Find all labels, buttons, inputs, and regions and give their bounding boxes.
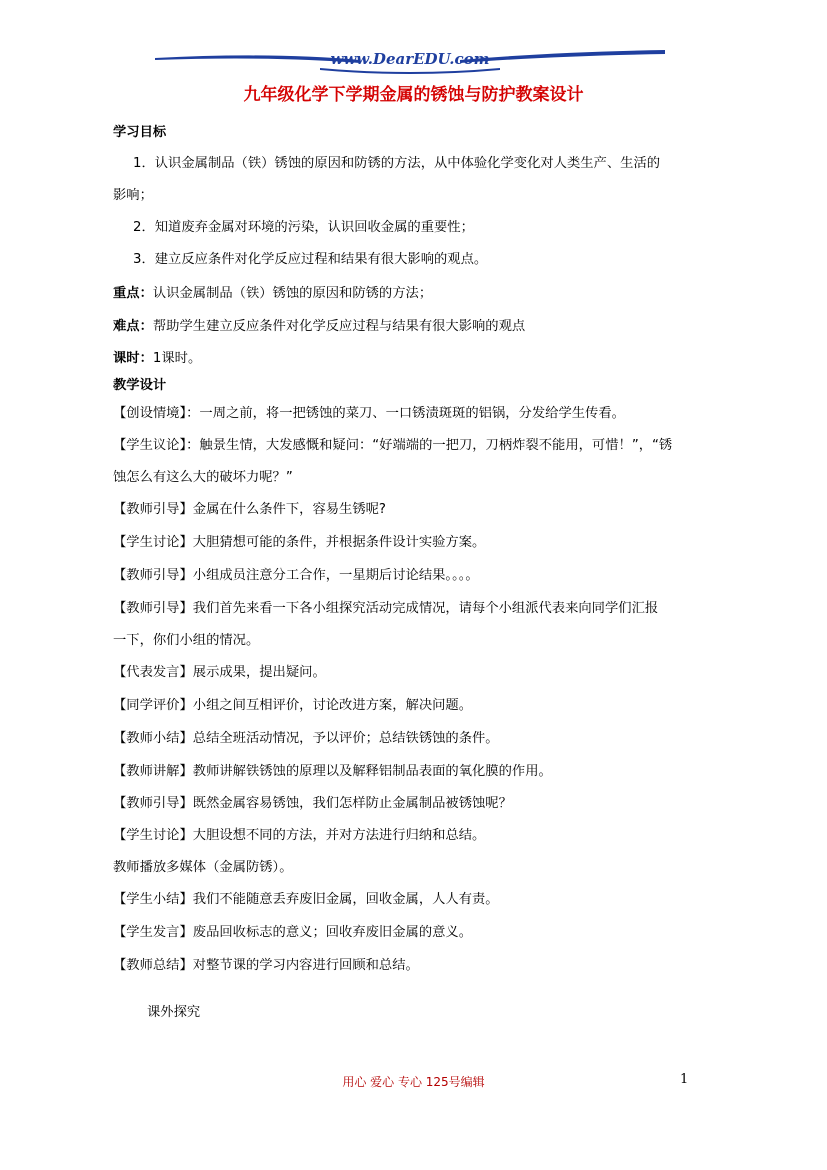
extra-heading: 课外探究 <box>147 1005 201 1020</box>
difficulty-label: 难点： <box>113 319 153 334</box>
design-heading: 教学设计 <box>113 378 167 393</box>
class-period <box>113 347 201 366</box>
step-6-line-1: 【教师引导】我们首先来看一下各小组探究活动完成情况，请每个小组派代表来向同学们汇报 <box>113 601 659 616</box>
difficulty-text: 帮助学生建立反应条件对化学反应过程与结果有很大影响的观点 <box>152 319 526 334</box>
step-11: 【教师引导】既然金属容易锈蚀，我们怎样防止金属制品被锈蚀呢？ <box>113 796 512 811</box>
step-12: 【学生讨论】大胆设想不同的方法，并对方法进行归纳和总结。 <box>113 828 486 843</box>
step-8: 【同学评价】小组之间互相评价，讨论改进方案，解决问题。 <box>113 698 473 713</box>
step-3: 【教师引导】金属在什么条件下，容易生锈呢? <box>113 502 386 517</box>
step-9: 【教师小结】总结全班活动情况，予以评价；总结铁锈蚀的条件。 <box>113 731 499 746</box>
footer-slogan: 用心 爱心 专心 125号编辑 <box>342 1075 485 1089</box>
objective-3: 3．建立反应条件对化学反应过程和结果有很大影响的观点。 <box>133 252 488 267</box>
class-period-label: 课时： <box>113 351 153 366</box>
objective-1-line-1: 1．认识金属制品（铁）锈蚀的原因和防锈的方法，从中体验化学变化对人类生产、生活的 <box>133 156 661 171</box>
page-number: 1 <box>680 1072 689 1087</box>
site-url: www.DearEDU.com <box>330 50 490 68</box>
objective-2: 2．知道废弃金属对环境的污染，认识回收金属的重要性； <box>133 220 474 235</box>
step-13: 教师播放多媒体（金属防锈）。 <box>113 860 293 875</box>
objectives-heading: 学习目标 <box>113 125 167 140</box>
step-10: 【教师讲解】教师讲解铁锈蚀的原理以及解释铝制品表面的氧化膜的作用。 <box>113 764 552 779</box>
step-16: 【教师总结】对整节课的学习内容进行回顾和总结。 <box>113 958 419 973</box>
objective-1-line-2: 影响； <box>113 188 153 203</box>
document-title: 九年级化学下学期金属的锈蚀与防护教案设计 <box>243 85 584 105</box>
step-5: 【教师引导】小组成员注意分工合作，一星期后讨论结果。。。。 <box>113 568 479 583</box>
site-logo <box>150 48 670 76</box>
key-point-text: 认识金属制品（铁）锈蚀的原因和防锈的方法； <box>152 286 433 301</box>
key-point <box>113 282 432 301</box>
step-7: 【代表发言】展示成果，提出疑问。 <box>113 665 326 680</box>
key-point-label: 重点： <box>113 286 153 301</box>
class-period-text: 1课时。 <box>152 351 202 366</box>
step-4: 【学生讨论】大胆猜想可能的条件，并根据条件设计实验方案。 <box>113 535 486 550</box>
step-14: 【学生小结】我们不能随意丢弃废旧金属，回收金属，人人有责。 <box>113 892 499 907</box>
step-2-line-2: 蚀怎么有这么大的破坏力呢？” <box>113 470 293 485</box>
step-2-line-1: 【学生议论】：触景生情，大发感慨和疑问：“好端端的一把刀，刀柄炸裂不能用，可惜！”，“锈 <box>113 438 673 453</box>
step-1: 【创设情境】：一周之前，将一把锈蚀的菜刀、一口锈渍斑斑的铝锅，分发给学生传看。 <box>113 406 625 421</box>
step-15: 【学生发言】废品回收标志的意义；回收弃废旧金属的意义。 <box>113 925 473 940</box>
difficulty-point <box>113 315 525 334</box>
step-6-line-2: 一下，你们小组的情况。 <box>113 633 260 648</box>
